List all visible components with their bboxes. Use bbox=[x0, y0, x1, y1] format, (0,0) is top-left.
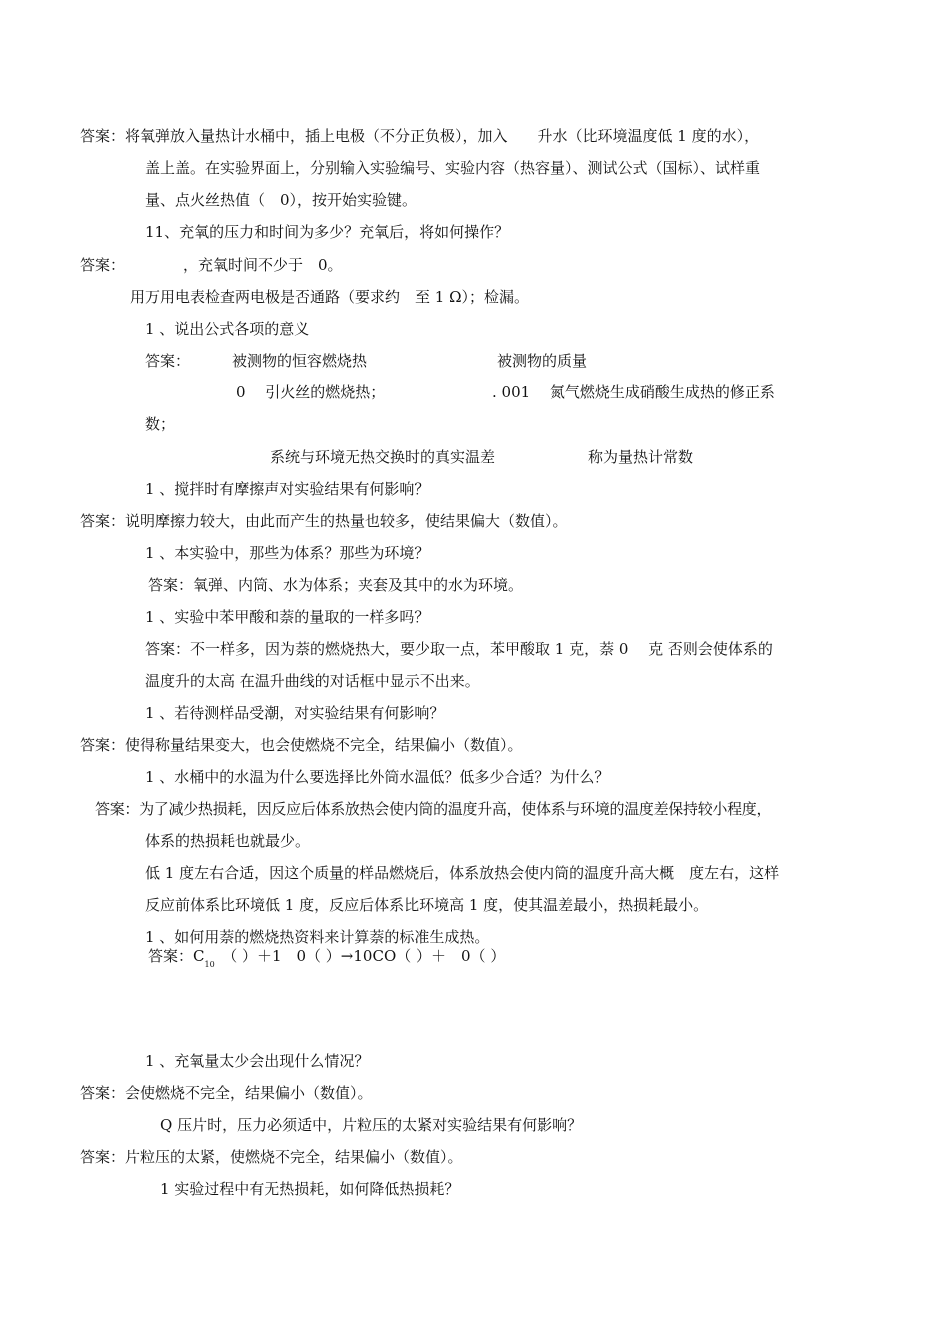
answer-line: 答案：使得称量结果变大，也会使燃烧不完全，结果偏小（数值）。 bbox=[80, 736, 523, 754]
text-line: 0 引火丝的燃烧热； bbox=[236, 383, 386, 401]
question-line: 1 、说出公式各项的意义 bbox=[145, 320, 310, 338]
formula-prefix: 答案：C bbox=[148, 947, 205, 965]
text-line: . 001 氮气燃烧生成硝酸生成热的修正系 bbox=[492, 383, 775, 401]
text-line: ，充氧时间不少于 0。 bbox=[183, 256, 343, 274]
question-line: 1 、如何用萘的燃烧热资料来计算萘的标准生成热。 bbox=[145, 928, 490, 946]
question-line: 11、充氧的压力和时间为多少？充氧后，将如何操作？ bbox=[145, 223, 510, 241]
question-line: 1 实验过程中有无热损耗，如何降低热损耗？ bbox=[160, 1180, 460, 1198]
question-line: 1 、搅拌时有摩擦声对实验结果有何影响？ bbox=[145, 480, 430, 498]
formula-line bbox=[148, 946, 505, 975]
question-line: 1 、本实验中，那些为体系？那些为环境？ bbox=[145, 544, 430, 562]
question-line: 1 、若待测样品受潮，对实验结果有何影响？ bbox=[145, 704, 445, 722]
text-line: 量、点火丝热值（ 0），按开始实验键。 bbox=[145, 191, 418, 209]
question-line: Q 压片时，压力必须适中，片粒压的太紧对实验结果有何影响？ bbox=[160, 1116, 583, 1134]
question-line: 1 、水桶中的水温为什么要选择比外筒水温低？低多少合适？为什么？ bbox=[145, 768, 610, 786]
text-line: 用万用电表检查两电极是否通路（要求约 至 1 Ω）；检漏。 bbox=[130, 288, 530, 306]
text-line: 称为量热计常数 bbox=[588, 448, 694, 466]
text-line: 系统与环境无热交换时的真实温差 bbox=[270, 448, 496, 466]
answer-line: 答案：说明摩擦力较大，由此而产生的热量也较多，使结果偏大（数值）。 bbox=[80, 512, 568, 530]
text-line: 被测物的质量 bbox=[497, 352, 588, 370]
text-line: 低 1 度左右合适，因这个质量的样品燃烧后，体系放热会使内筒的温度升高大概 度左右，这样 bbox=[145, 864, 780, 882]
answer-line: 答案：会使燃烧不完全，结果偏小（数值）。 bbox=[80, 1084, 373, 1102]
text-line: 温度升的太高 在温升曲线的对话框中显示不出来。 bbox=[145, 672, 480, 690]
text-line: 盖上盖。在实验界面上，分别输入实验编号、实验内容（热容量）、测试公式（国标）、试样重 bbox=[145, 159, 761, 177]
answer-line: 答案：片粒压的太紧，使燃烧不完全，结果偏小（数值）。 bbox=[80, 1148, 463, 1166]
question-line: 1 、实验中苯甲酸和萘的量取的一样多吗？ bbox=[145, 608, 430, 626]
text-line: 被测物的恒容燃烧热 bbox=[232, 352, 368, 370]
text-line: 体系的热损耗也就最少。 bbox=[145, 832, 311, 850]
text-line: 反应前体系比环境低 1 度，反应后体系比环境高 1 度，使其温差最小，热损耗最小。 bbox=[145, 896, 709, 914]
answer-label: 答案： bbox=[80, 256, 126, 274]
answer-line: 答案：不一样多，因为萘的燃烧热大，要少取一点，苯甲酸取 1 克，萘 0 克 否则会使体系的 bbox=[145, 640, 773, 658]
text-line: 数； bbox=[145, 415, 176, 433]
answer-line: 答案：氧弹、内筒、水为体系；夹套及其中的水为环境。 bbox=[148, 576, 524, 594]
formula-rest: （ ）＋1 0（ ）→10CO（ ）＋ 0（ ） bbox=[229, 947, 506, 965]
answer-label: 答案： bbox=[145, 352, 191, 370]
answer-line: 答案：为了减少热损耗，因反应后体系放热会使内筒的温度升高，使体系与环境的温度差保持较小程度， bbox=[95, 800, 772, 818]
formula-subscript: 10 bbox=[204, 960, 215, 969]
question-line: 1 、充氧量太少会出现什么情况？ bbox=[145, 1052, 370, 1070]
text-line: 答案：将氧弹放入量热计水桶中，插上电极（不分正负极），加入 升水（比环境温度低 1 度的水）， bbox=[80, 127, 760, 145]
